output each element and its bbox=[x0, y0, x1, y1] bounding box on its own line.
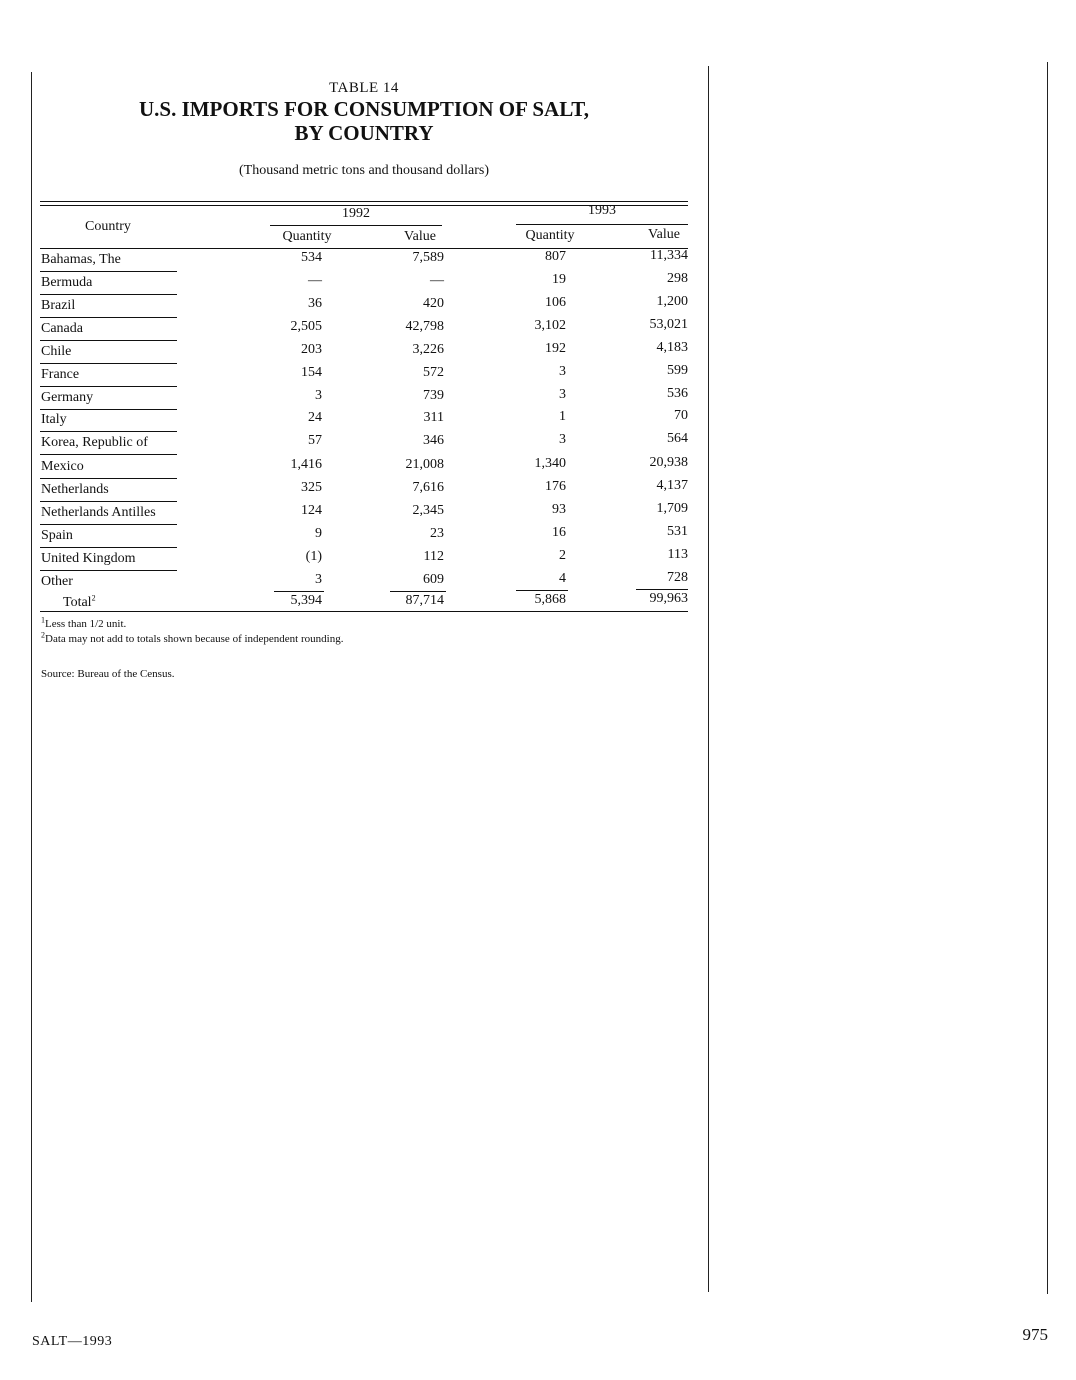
value-1993-cell: 11,334 bbox=[650, 248, 688, 263]
row-rule bbox=[40, 340, 177, 341]
footnote-2-mark: 2 bbox=[41, 630, 45, 640]
quantity-1993-cell: 2 bbox=[559, 548, 566, 563]
value-1992-cell: 7,616 bbox=[412, 480, 444, 495]
value-1993-cell: 1,200 bbox=[656, 294, 688, 309]
quantity-1993-cell: 16 bbox=[552, 525, 566, 540]
row-rule bbox=[40, 271, 177, 272]
value-1993-cell: 113 bbox=[667, 547, 688, 562]
source-note: Source: Bureau of the Census. bbox=[41, 668, 175, 680]
total-row bbox=[0, 591, 700, 615]
total-quantity-1993: 5,868 bbox=[534, 592, 566, 607]
value-1992-cell: 420 bbox=[423, 296, 444, 311]
quantity-1993-cell: 3,102 bbox=[534, 318, 566, 333]
running-footer: SALT—1993 bbox=[32, 1334, 113, 1349]
quantity-1992-cell: (1) bbox=[305, 549, 322, 564]
quantity-1992-cell: 3 bbox=[315, 572, 322, 587]
value-1992-cell: 23 bbox=[430, 526, 444, 541]
column-header-1992: 1992 bbox=[342, 206, 370, 221]
column-header-quantity-1992: Quantity bbox=[282, 229, 332, 244]
value-1993-cell: 599 bbox=[667, 363, 688, 378]
value-1992-cell: 3,226 bbox=[412, 342, 444, 357]
quantity-1992-cell: 2,505 bbox=[290, 319, 322, 334]
value-1992-cell: 42,798 bbox=[405, 319, 444, 334]
table-bottom-rule bbox=[40, 611, 688, 612]
quantity-1992-cell: 203 bbox=[301, 342, 322, 357]
country-cell: Italy bbox=[41, 412, 67, 427]
subtotal-rule-q1993 bbox=[516, 590, 568, 591]
quantity-1992-cell: 534 bbox=[301, 250, 322, 265]
total-footnote-mark: 2 bbox=[91, 593, 96, 603]
quantity-1993-cell: 1 bbox=[559, 409, 566, 424]
column-header-quantity-1993: Quantity bbox=[525, 228, 575, 243]
quantity-1993-cell: 1,340 bbox=[534, 456, 566, 471]
country-cell: Canada bbox=[41, 321, 83, 336]
footnote-1-text: Less than 1/2 unit. bbox=[45, 618, 127, 630]
value-1992-cell: 609 bbox=[423, 572, 444, 587]
subtotal-rule-q1992 bbox=[274, 591, 324, 592]
value-1993-cell: 728 bbox=[667, 570, 688, 585]
table-title-line-1: U.S. IMPORTS FOR CONSUMPTION OF SALT, bbox=[138, 97, 590, 121]
value-1993-cell: 531 bbox=[667, 524, 688, 539]
value-1992-cell: 2,345 bbox=[412, 503, 444, 518]
quantity-1993-cell: 19 bbox=[552, 272, 566, 287]
table-units-note: (Thousand metric tons and thousand dollars) bbox=[238, 163, 489, 178]
row-rule bbox=[40, 317, 177, 318]
table-number: TABLE 14 bbox=[329, 80, 399, 96]
row-rule bbox=[40, 478, 177, 479]
value-1993-cell: 1,709 bbox=[656, 501, 688, 516]
quantity-1993-cell: 106 bbox=[545, 295, 566, 310]
value-1993-cell: 536 bbox=[667, 386, 688, 401]
quantity-1992-cell: 24 bbox=[308, 410, 322, 425]
right-margin-rule bbox=[1047, 62, 1048, 1294]
country-cell: Chile bbox=[41, 344, 72, 359]
subtotal-rule-v1992 bbox=[390, 591, 446, 592]
country-cell: Brazil bbox=[41, 298, 76, 313]
value-1992-cell: 7,589 bbox=[412, 250, 444, 265]
quantity-1992-cell: 325 bbox=[301, 480, 322, 495]
value-1993-cell: 20,938 bbox=[649, 455, 688, 470]
row-rule bbox=[40, 547, 177, 548]
country-cell: Korea, Republic of bbox=[41, 435, 148, 450]
country-cell: Bermuda bbox=[41, 275, 93, 290]
column-header-value-1993: Value bbox=[648, 227, 680, 242]
column-header-value-1992: Value bbox=[404, 229, 436, 244]
footnote-1-mark: 1 bbox=[41, 615, 45, 625]
total-value-1992: 87,714 bbox=[405, 593, 444, 608]
year-1993-rule bbox=[516, 224, 688, 225]
quantity-1993-cell: 3 bbox=[559, 364, 566, 379]
column-header-1993: 1993 bbox=[588, 203, 616, 218]
quantity-1992-cell: 124 bbox=[301, 503, 322, 518]
header-bottom-rule bbox=[40, 248, 688, 249]
value-1993-cell: 4,183 bbox=[656, 340, 688, 355]
value-1993-cell: 564 bbox=[667, 431, 688, 446]
country-cell: Netherlands bbox=[41, 482, 109, 497]
quantity-1993-cell: 4 bbox=[559, 571, 566, 586]
value-1992-cell: 572 bbox=[423, 365, 444, 380]
country-cell: United Kingdom bbox=[41, 551, 136, 566]
footnote-2 bbox=[41, 630, 344, 645]
subtotal-rule-v1993 bbox=[636, 589, 688, 590]
row-rule bbox=[40, 431, 177, 432]
country-cell: Mexico bbox=[41, 459, 84, 474]
country-cell: Spain bbox=[41, 528, 73, 543]
row-rule bbox=[40, 570, 177, 571]
country-cell: Germany bbox=[41, 390, 94, 405]
quantity-1992-cell: 3 bbox=[315, 388, 322, 403]
value-1992-cell: 739 bbox=[423, 388, 444, 403]
table-row bbox=[0, 570, 700, 597]
row-rule bbox=[40, 501, 177, 502]
row-rule bbox=[40, 454, 177, 455]
quantity-1993-cell: 807 bbox=[545, 249, 566, 264]
value-1993-cell: 70 bbox=[674, 408, 688, 423]
column-divider-rule bbox=[708, 66, 709, 1292]
total-label bbox=[63, 595, 96, 611]
quantity-1992-cell: 1,416 bbox=[290, 457, 322, 472]
quantity-1992-cell: 57 bbox=[308, 433, 322, 448]
value-1992-cell: 112 bbox=[423, 549, 444, 564]
quantity-1992-cell: 9 bbox=[315, 526, 322, 541]
table-top-rule bbox=[40, 201, 688, 202]
column-header-country: Country bbox=[85, 219, 131, 234]
quantity-1993-cell: 3 bbox=[559, 432, 566, 447]
table-title-line-2: BY COUNTRY bbox=[294, 121, 434, 145]
row-rule bbox=[40, 294, 177, 295]
value-1993-cell: 4,137 bbox=[656, 478, 688, 493]
value-1992-cell: 21,008 bbox=[405, 457, 444, 472]
total-value-1993: 99,963 bbox=[649, 591, 688, 606]
quantity-1992-cell: 154 bbox=[301, 365, 322, 380]
quantity-1992-cell: 36 bbox=[308, 296, 322, 311]
quantity-1993-cell: 93 bbox=[552, 502, 566, 517]
value-1992-cell: 311 bbox=[423, 410, 444, 425]
country-cell: Netherlands Antilles bbox=[41, 505, 156, 520]
value-1993-cell: 53,021 bbox=[649, 317, 688, 332]
country-cell: Bahamas, The bbox=[41, 252, 121, 267]
country-cell: France bbox=[41, 367, 80, 382]
row-rule bbox=[40, 409, 177, 410]
footnote-1 bbox=[41, 615, 127, 630]
country-cell: Other bbox=[41, 574, 73, 589]
value-1992-cell: — bbox=[430, 273, 444, 288]
row-rule bbox=[40, 386, 177, 387]
row-rule bbox=[40, 363, 177, 364]
quantity-1992-cell: — bbox=[308, 273, 322, 288]
quantity-1993-cell: 192 bbox=[545, 341, 566, 356]
year-1992-rule bbox=[270, 225, 442, 226]
row-rule bbox=[40, 524, 177, 525]
footnote-2-text: Data may not add to totals shown because of independent rounding. bbox=[45, 633, 344, 645]
total-label-text: Total bbox=[63, 595, 92, 610]
total-quantity-1992: 5,394 bbox=[290, 593, 322, 608]
value-1993-cell: 298 bbox=[667, 271, 688, 286]
quantity-1993-cell: 3 bbox=[559, 387, 566, 402]
value-1992-cell: 346 bbox=[423, 433, 444, 448]
page-number: 975 bbox=[1022, 1325, 1048, 1344]
quantity-1993-cell: 176 bbox=[545, 479, 566, 494]
